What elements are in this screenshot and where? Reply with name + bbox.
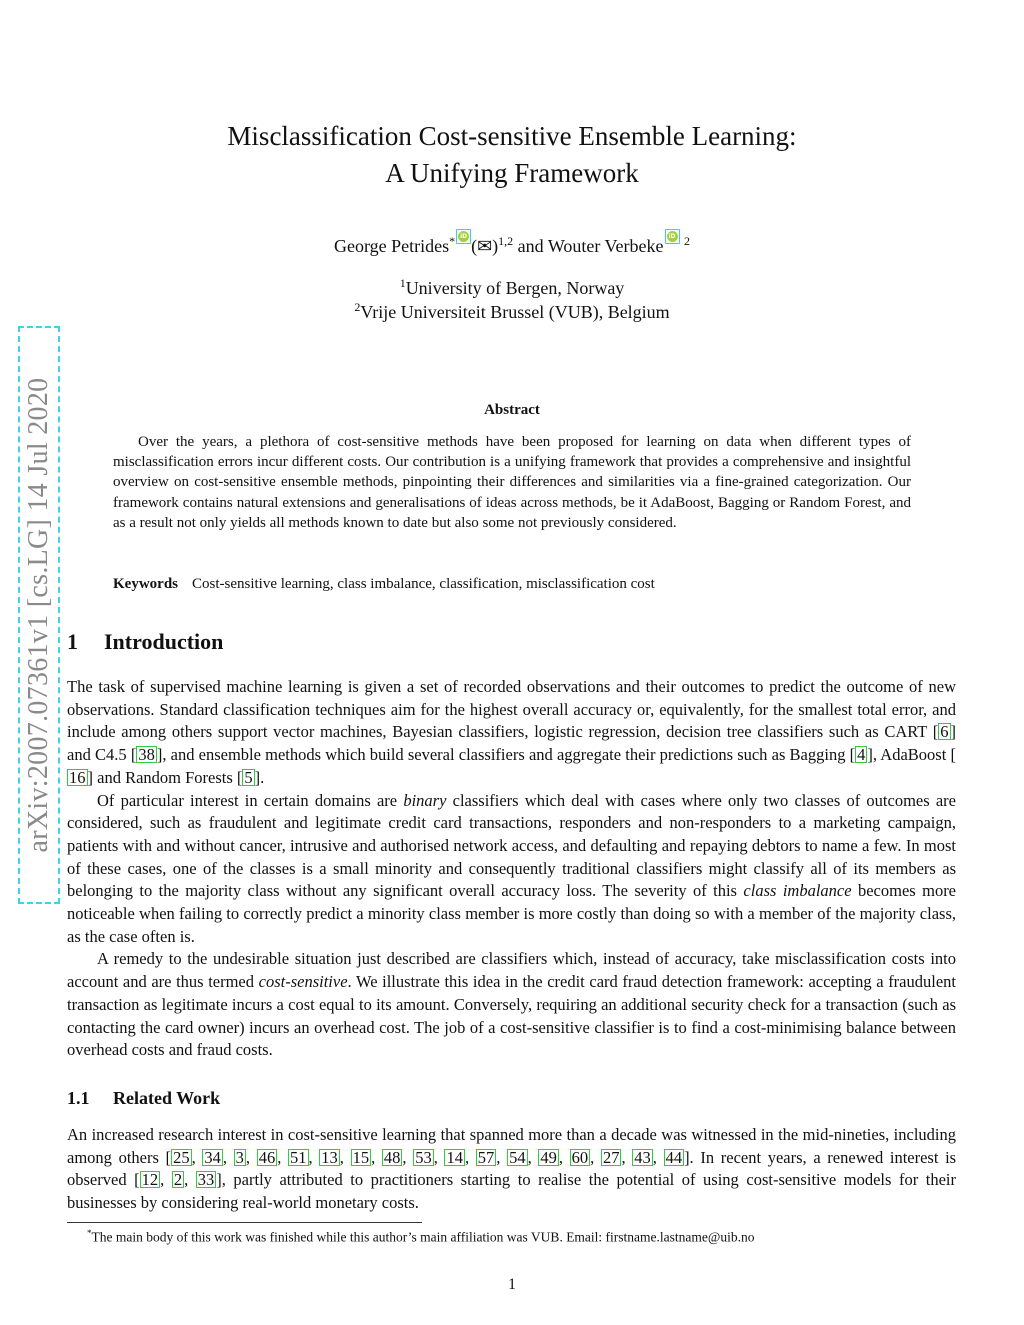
citation-link[interactable]: 15 [352, 1147, 370, 1167]
footnote-rule [67, 1222, 422, 1223]
citation-link[interactable]: 4 [857, 745, 866, 765]
introduction-body [67, 676, 956, 1062]
orcid-icon[interactable]: iD [456, 229, 471, 244]
subsection-heading-related-work [67, 1088, 220, 1109]
citation-link[interactable]: 44 [665, 1147, 683, 1167]
author-conjunction: and [513, 236, 548, 256]
subsection-title: Related Work [113, 1088, 221, 1108]
keywords-label: Keywords [113, 576, 178, 592]
section-title: Introduction [104, 629, 224, 654]
footnote [87, 1228, 754, 1246]
citation-link[interactable]: 34 [204, 1147, 221, 1167]
footnote-mark: * [87, 1228, 92, 1238]
paper-title [0, 118, 1024, 192]
title-line-2: A Unifying Framework [385, 158, 639, 188]
orcid-icon[interactable]: iD [665, 229, 680, 244]
citation-link[interactable]: 33 [197, 1170, 215, 1190]
citation-link[interactable]: 51 [290, 1147, 307, 1167]
subsection-number: 1.1 [67, 1088, 90, 1108]
keywords-text: Cost-sensitive learning, class imbalance, classification, misclassification cost [192, 576, 655, 592]
paragraph: Of particular interest in certain domains are binary classifiers which deal with cases where only two classes of outcomes are considered, such as fraudulent and legitimate credit card transactions, responders and non-responders to a marketing campaign, patients with and without cancer, intrusive and authorised network access, and defaulting and repaying debtors to name a few. In most of these cases, one of the classes is a small minority and consequently traditional classifiers might classify all of its members as belonging to the majority class without any significant overall accuracy loss. The severity of this class imbalance becomes more noticeable when failing to correctly predict a minority class member is more costly than doing so with a member of the majority class, as the case often is. [67, 790, 957, 946]
citation-group: 12 , 2 , 33 [141, 1170, 215, 1190]
author2-affiliation: 2 [684, 234, 691, 248]
citation-link[interactable]: 14 [446, 1147, 463, 1167]
citation-link[interactable]: 27 [602, 1147, 620, 1167]
title-line-1: Misclassification Cost-sensitive Ensemble Learning: [227, 121, 797, 151]
abstract-text: Over the years, a plethora of cost-sensitive methods have been proposed for learning on data when different types of misclassification errors incur different costs. Our contribution is a unifying framework that provides a comprehensive and insightful overview on cost-sensitive ensemble methods, pinpointing their differences and similarities via a fine-grained categorization. Our framework contains natural extensions and generalisations of ideas across methods, be it AdaBoost, Bagging or Random Forest, and as a result not only yields all methods known to date but also some not previously considered. [113, 434, 911, 531]
citation-link[interactable]: 43 [634, 1147, 651, 1167]
section-heading-introduction [67, 629, 223, 655]
citation-link[interactable]: 6 [940, 722, 949, 742]
related-work-body [67, 1124, 956, 1215]
citation-link[interactable]: 57 [477, 1147, 495, 1167]
citation-link[interactable]: 60 [571, 1147, 589, 1167]
citation-link[interactable]: 13 [321, 1147, 338, 1167]
page-number: 1 [508, 1276, 516, 1293]
citation-link[interactable]: 25 [173, 1147, 190, 1167]
section-number: 1 [67, 629, 78, 654]
citation-link[interactable]: 16 [69, 767, 86, 787]
author1-affiliation: 1,2 [498, 234, 514, 248]
footnote-mark[interactable]: * [449, 234, 456, 248]
affiliation-2: $^2$Vrije Universiteit Brussel (VUB), Belgium [354, 300, 670, 322]
citation-link[interactable]: 12 [141, 1170, 159, 1190]
paragraph: The task of supervised machine learning is given a set of recorded observations and their outcomes to predict the outcome of new observations. Standard classification techniques aim for the highest overall accuracy or, equivalently, for the smallest total error, and include among others support vector machines, Bayesian classifiers, logistic regression, decision tree classifiers such as CART [ 6 ] and C4.5 [ 38 ], and ensemble methods which build several classifiers and aggregate their predictions such as Bagging [ 4 ], AdaBoost [16 ] and Random Forests [ 5 ]. [67, 677, 956, 787]
affiliation-1: $^1$University of Bergen, Norway [399, 276, 625, 298]
citation-link[interactable]: 3 [235, 1147, 244, 1167]
citation-link[interactable]: 5 [244, 767, 253, 787]
arxiv-stamp: arXiv:2007.07361v1 [cs.LG] 14 Jul 2020 [23, 377, 54, 853]
citation-link[interactable]: 48 [383, 1147, 401, 1167]
citation-link[interactable]: 53 [415, 1147, 432, 1167]
keywords [113, 576, 655, 593]
citation-link[interactable]: 38 [138, 745, 155, 765]
citation-link[interactable]: 2 [173, 1170, 183, 1190]
citation-link[interactable]: 46 [258, 1147, 276, 1167]
mail-icon: (✉) [471, 236, 499, 256]
paragraph: A remedy to the undesirable situation just described are classifiers which, instead of accuracy, take misclassification costs into account and are thus termed cost-sensitive. We illustrate this idea in the credit card fraud detection framework: accepting a fraudulent transaction as legitimate incurs a cost equal to its amount. Conversely, requiring an additional security check for a transaction (such as contacting the card owner) incurs an overhead cost. The job of a cost-sensitive classifier is to find a cost-minimising balance between overhead costs and fraud costs. [67, 949, 956, 1060]
citation-link[interactable]: 54 [509, 1147, 526, 1167]
citation-link[interactable]: 49 [540, 1147, 557, 1167]
author-name-1: George Petrides [333, 236, 450, 256]
abstract-heading: Abstract [484, 402, 540, 418]
footnote-text: The main body of this work was finished while this author’s main affiliation was VUB. Email: firstname.lastname@uib.no [91, 1229, 755, 1245]
paragraph: An increased research interest in cost-sensitive learning that spanned more than a decade was witnessed in the mid-nineties, including among others [ 25 , 34 , 3 , 46 , 51 , 13 , 15 , 48 , 53 , 14 , 57 , 54 , 49 , 60 , 27 , 43 , 44 ]. In recent years, a renewed interest is observed [ 12 , 2 , 33 ], partly attributed to practitioners starting to realise the potential of using cost-sensitive models for their businesses by considering real-world monetary costs. [67, 1125, 957, 1213]
author-list [0, 228, 1024, 259]
author-name-2: Wouter Verbeke [547, 236, 664, 256]
citation-group: 25 , 34 , 3 , 46 , 51 , 13 , 15 , 48 , 53 , 14 , 57 , 54 , 49 , 60 , 27 , 43 , 44 [173, 1147, 683, 1167]
